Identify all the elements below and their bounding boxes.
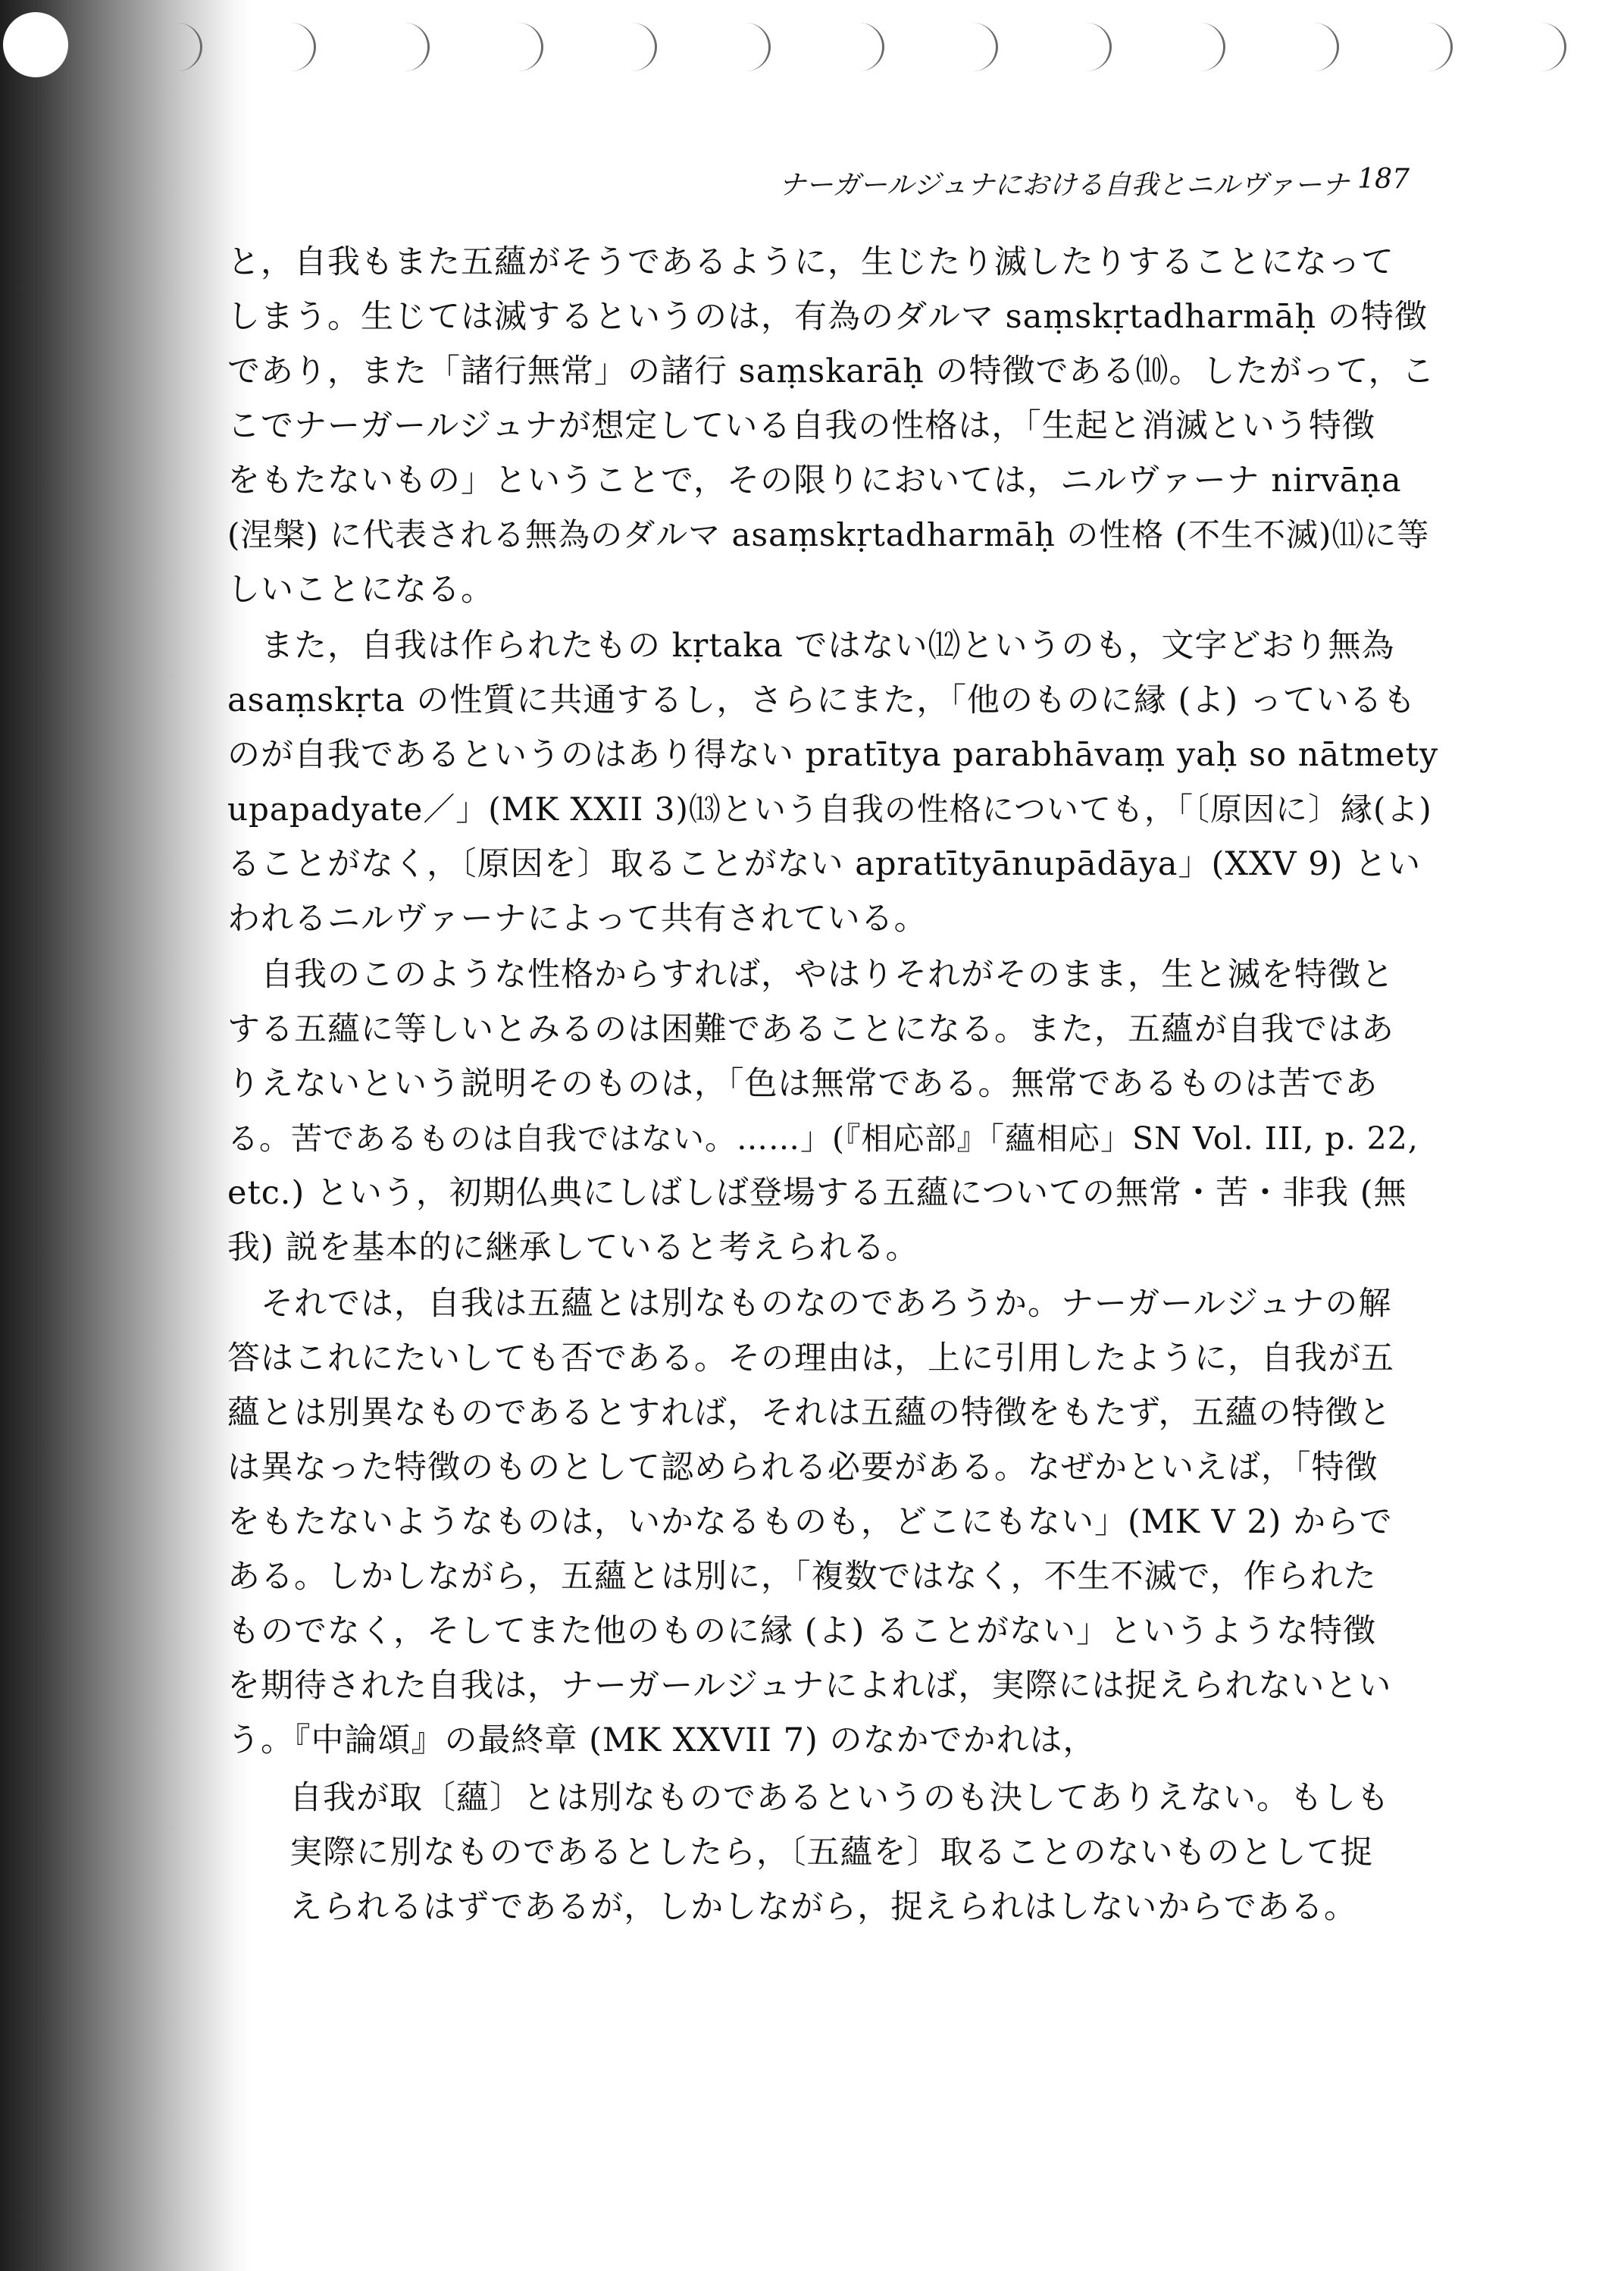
running-header xyxy=(728,164,1410,199)
binding-hole xyxy=(493,23,543,71)
binding-hole xyxy=(1061,23,1112,71)
text-line: ある。しかしながら，五蘊とは別に，「複数ではなく，不生不滅で，作られた xyxy=(227,1558,1377,1596)
text-line: こでナーガールジュナが想定している自我の性格は，「生起と消滅という特徴 xyxy=(227,407,1375,445)
text-line: であり，また「諸行無常」の諸行 saṃskarāḥ の特徴である⑽。したがって，こ xyxy=(227,352,1435,390)
text-line: しまう。生じては滅するというのは，有為のダルマ saṃskṛtadharmāḥ の特徴 xyxy=(227,298,1428,336)
text-line: と，自我もまた五蘊がそうであるように，生じたり滅したりすることになって xyxy=(227,243,1394,281)
binding-hole xyxy=(3,12,68,77)
binding-hole xyxy=(720,23,771,71)
book-spine-shadow xyxy=(0,0,250,2271)
running-title: ナーガールジュナにおける自我とニルヴァーナ xyxy=(778,170,1349,201)
binding-hole xyxy=(1175,23,1225,71)
text-line: ることがなく，〔原因を〕取ることがない apratītyānupādāya」(XXV 9) とい xyxy=(227,845,1422,883)
binding-hole xyxy=(947,23,998,71)
binding-hole xyxy=(834,23,884,71)
text-line: ものでなく，そしてまた他のものに縁 (よ) ることがない」というような特徴 xyxy=(227,1612,1377,1650)
binding-hole xyxy=(265,23,316,71)
text-line: しいことになる。 xyxy=(227,571,494,609)
text-line: われるニルヴァーナによって共有されている。 xyxy=(227,900,928,938)
text-line: をもたないもの」ということで，その限りにおいては，ニルヴァーナ nirvāṇa xyxy=(227,462,1402,500)
text-line: う。『中論頌』の最終章 (MK XXVII 7) のなかでかれは， xyxy=(227,1721,1097,1759)
text-line: 自我のこのような性格からすれば，やはりそれがそのまま，生と滅を特徴と xyxy=(261,956,1394,994)
text-line: 蘊とは別異なものであるとすれば，それは五蘊の特徴をもたず，五蘊の特徴と xyxy=(227,1394,1392,1432)
quote-line: えられるはずであるが，しかしながら，捉えられはしないからである。 xyxy=(289,1888,1357,1926)
text-line: asaṃskṛta の性質に共通するし，さらにまた，「他のものに縁 (よ) っているも xyxy=(227,681,1416,719)
binding-hole xyxy=(379,23,430,71)
binding-hole xyxy=(1402,23,1453,71)
text-line: をもたないようなものは，いかなるものも，どこにもない」(MK V 2) からで xyxy=(227,1503,1393,1541)
text-line: etc.) という，初期仏典にしばしば登場する五蘊についての無常・苦・非我 (無 xyxy=(227,1174,1407,1212)
text-line: それでは，自我は五蘊とは別なものなのであろうか。ナーガールジュナの解 xyxy=(261,1285,1392,1323)
binding-holes xyxy=(0,0,1624,106)
text-line: のが自我であるというのはあり得ない pratītya parabhāvaṃ yaḥ so nātmety xyxy=(227,736,1439,774)
text-line: 我) 説を基本的に継承していると考えられる。 xyxy=(227,1229,919,1267)
text-line: また，自我は作られたもの kṛtaka ではない⑿というのも，文字どおり無為 xyxy=(261,627,1395,665)
binding-hole xyxy=(606,23,657,71)
binding-hole xyxy=(1288,23,1339,71)
quote-line: 実際に別なものであるとしたら，〔五蘊を〕取ることのないものとして捉 xyxy=(289,1834,1374,1872)
binding-hole xyxy=(152,23,202,71)
text-line: る。苦であるものは自我ではない。……」(『相応部』「蘊相応」SN Vol. III, p. 22, xyxy=(227,1120,1419,1157)
text-line: upapadyate／」(MK XXII 3)⒀という自我の性格についても，「〔原因に〕縁(よ) xyxy=(227,791,1432,828)
text-line: (涅槃) に代表される無為のダルマ asaṃskṛtadharmāḥ の性格 (不生不滅)⑾に等 xyxy=(227,516,1430,553)
text-line: は異なった特徴のものとして認められる必要がある。なぜかといえば，「特徴 xyxy=(227,1449,1378,1486)
text-line: りえないという説明そのものは，「色は無常である。無常であるものは苦であ xyxy=(227,1065,1378,1103)
page-number: 187 xyxy=(1357,164,1410,195)
text-line: を期待された自我は，ナーガールジュナによれば，実際には捉えられないとい xyxy=(227,1667,1392,1705)
binding-hole xyxy=(1516,23,1566,71)
text-line: 答はこれにたいしても否である。その理由は，上に引用したように，自我が五 xyxy=(227,1339,1394,1377)
quote-line: 自我が取〔蘊〕とは別なものであるというのも決してありえない。もしも xyxy=(289,1779,1390,1817)
text-line: する五蘊に等しいとみるのは困難であることになる。また，五蘊が自我ではあ xyxy=(227,1010,1394,1048)
